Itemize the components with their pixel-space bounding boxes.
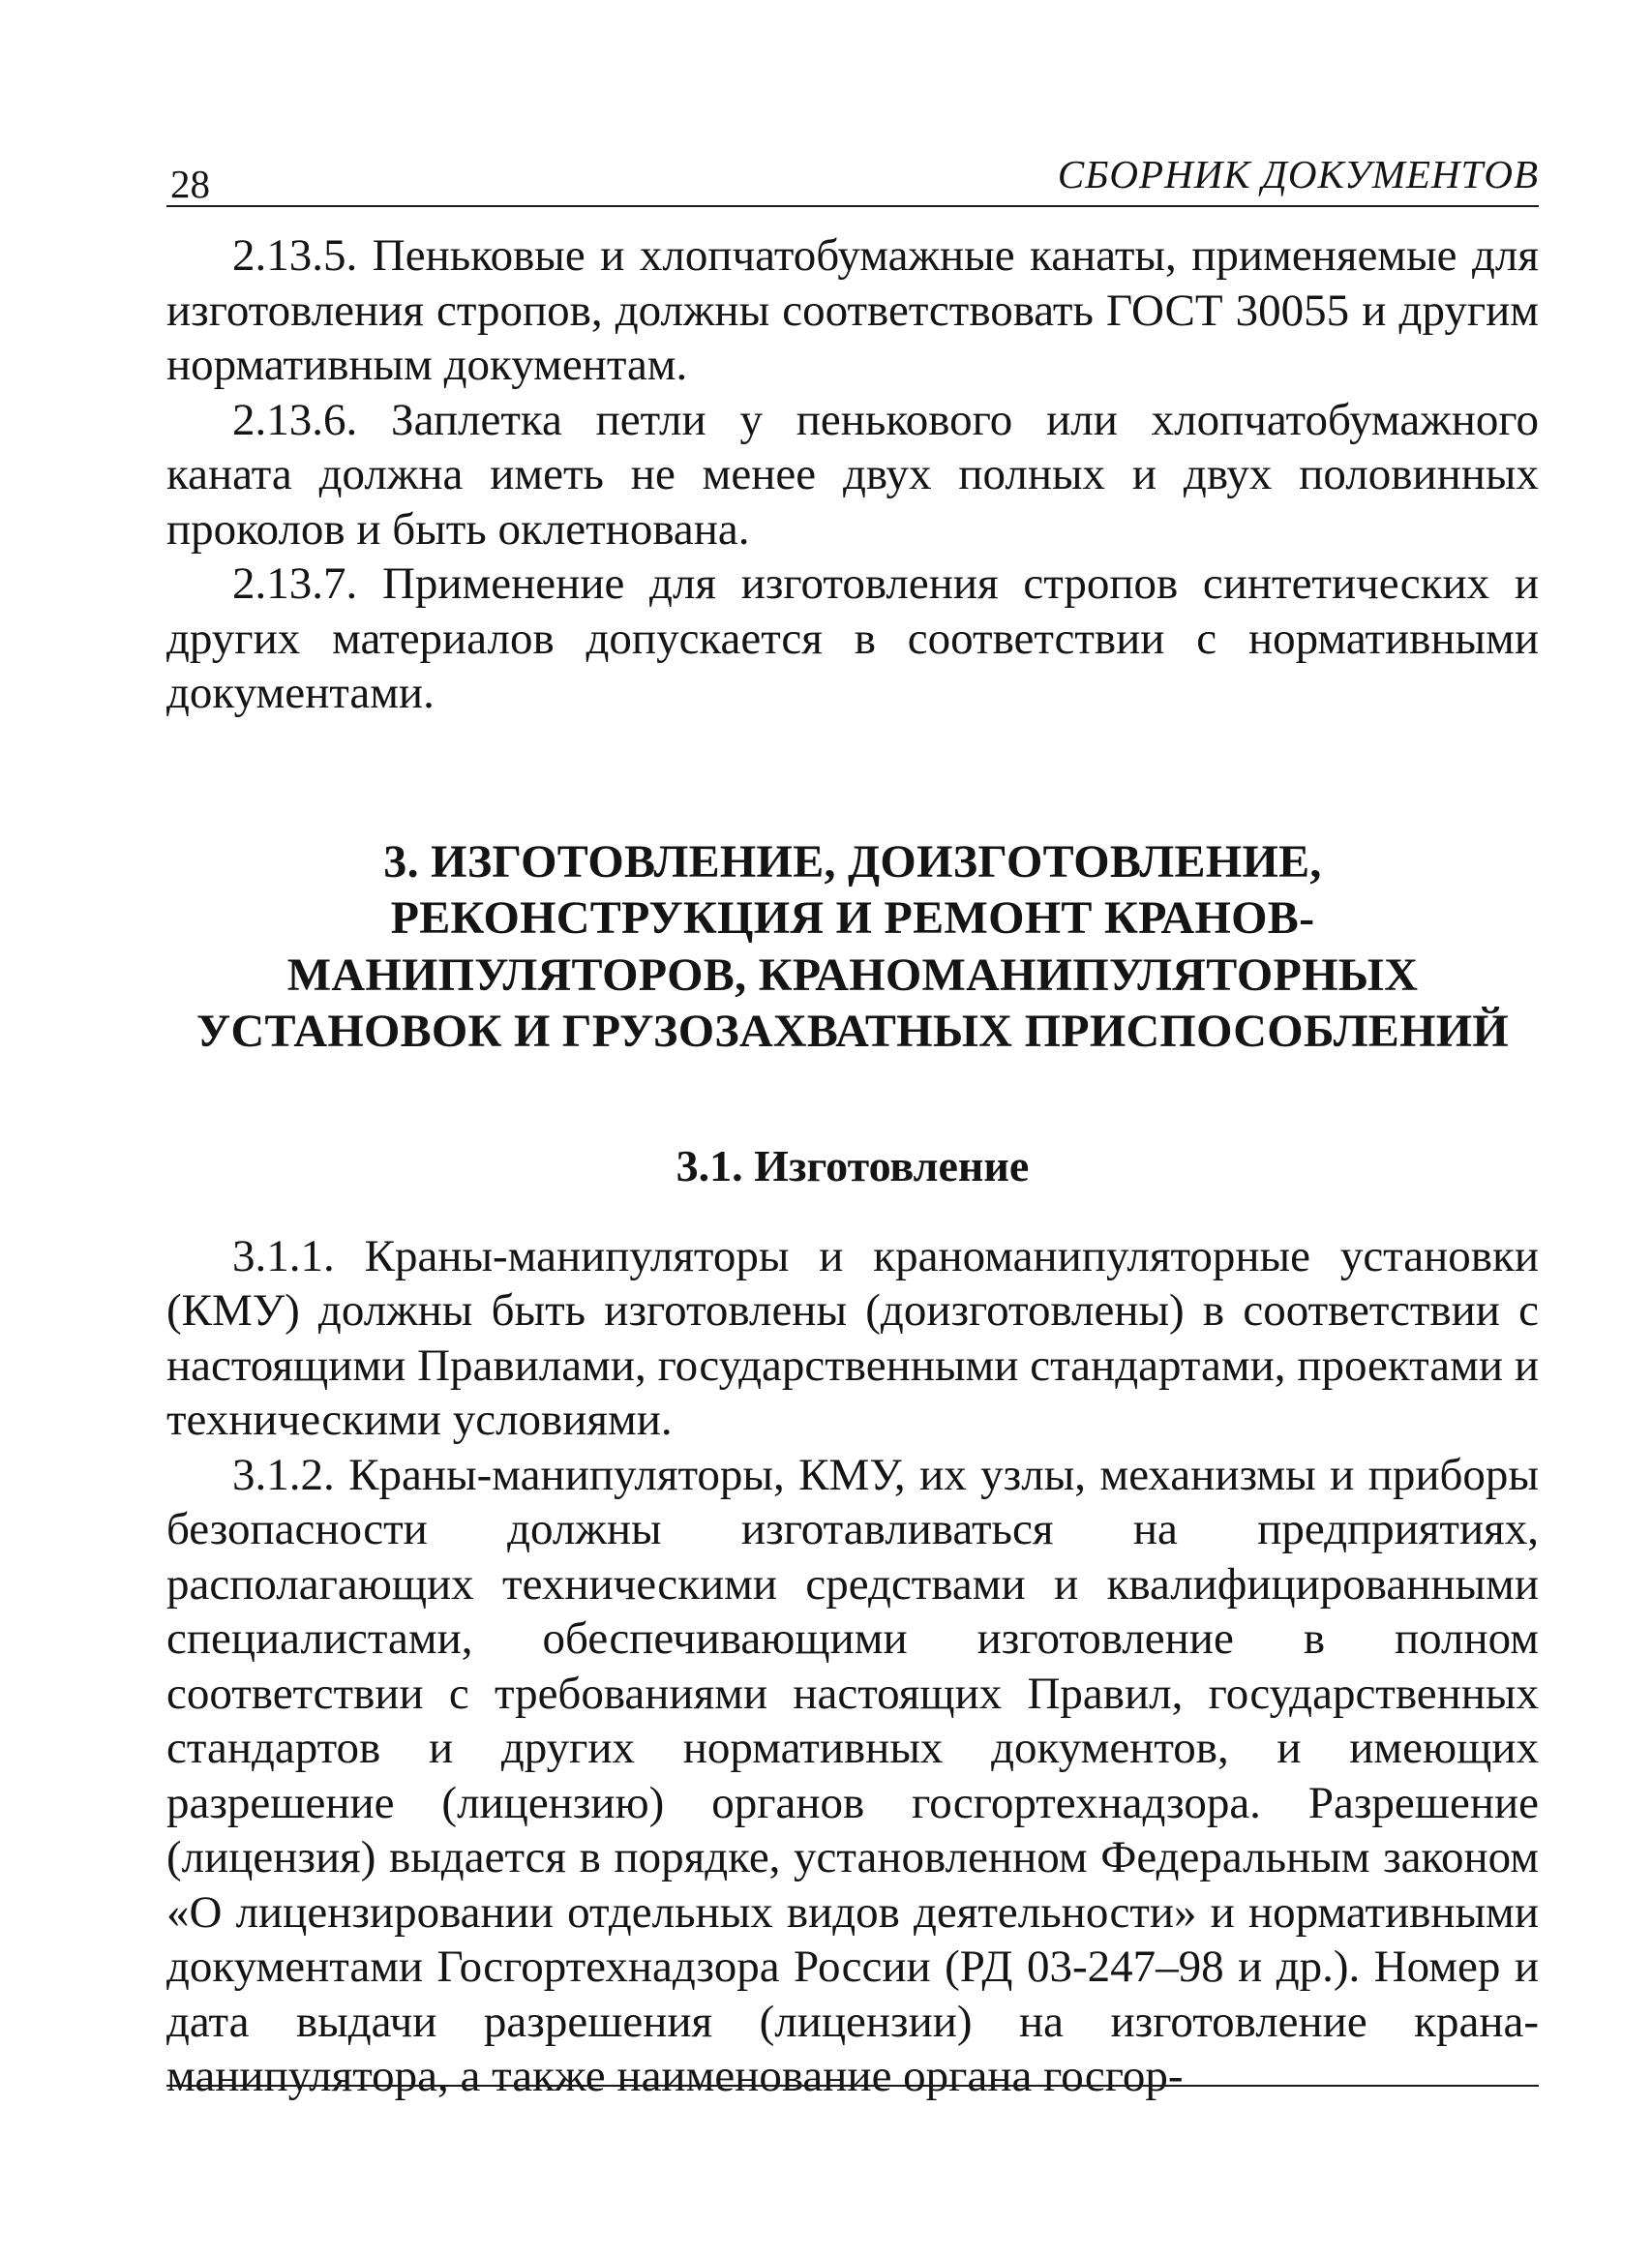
paragraph-2-13-6: 2.13.6. Заплетка петли у пенькового или хлопчатобумажного каната должна иметь не менее двух полных и двух половинных проколов и быть оклетнована. [166, 394, 1539, 555]
subsection-heading: 3.1. Изготовление [676, 1140, 1030, 1190]
paragraph-2-13-7: 2.13.7. Применение для изготовления стропов синтетических и других материалов допускается в соответствии с нормативными документами. [166, 558, 1539, 718]
page-number: 28 [170, 162, 210, 206]
page-body [166, 228, 1539, 2104]
footer-rule [166, 2085, 1539, 2087]
paragraph-2-13-5: 2.13.5. Пеньковые и хлопчатобумажные канаты, применяемые для изготовления стропов, должны соответствовать ГОСТ 30055 и другим нормативным документам. [166, 230, 1539, 390]
paragraph-3-1-2: 3.1.2. Краны-манипуляторы, КМУ, их узлы, механизмы и приборы безопасности должны изготавливаться на предприятиях, располагающих техническими средствами и квалифицированными специалистами, обеспечивающими изготовление в полном соответствии с требованиями настоящих Правил, государственных стандартов и других нормативных документов, и имеющих разрешение (лицензию) органов госгортехнадзора. Разрешение (лицензия) выдается в порядке, установленном Федеральным законом «О лицензировании отдельных видов деятельности» и нормативными документами Госгортехнадзора России (РД 03-247–98 и др.). Номер и дата выдачи разрешения (лицензии) на изготовление крана-манипулятора, а также наименование органа госгор- [166, 1449, 1539, 2101]
running-title: СБОРНИК ДОКУМЕНТОВ [1057, 152, 1539, 196]
page-header [166, 145, 1539, 207]
paragraph-3-1-1: 3.1.1. Краны-манипуляторы и краноманипуляторные установки (КМУ) должны быть изготовлены (доизготовлены) в соответствии с настоящими Правилами, государственными стандартами, проектами и техническими условиями. [166, 1230, 1539, 1445]
section-heading: 3. ИЗГОТОВЛЕНИЕ, ДОИЗГОТОВЛЕНИЕ, РЕКОНСТРУКЦИЯ И РЕМОНТ КРАНОВ-МАНИПУЛЯТОРОВ, КРАНОМАНИПУЛЯТОРНЫХ УСТАНОВОК И ГРУЗОЗАХВАТНЫХ ПРИСПОСОБЛЕНИЙ [195, 835, 1510, 1057]
